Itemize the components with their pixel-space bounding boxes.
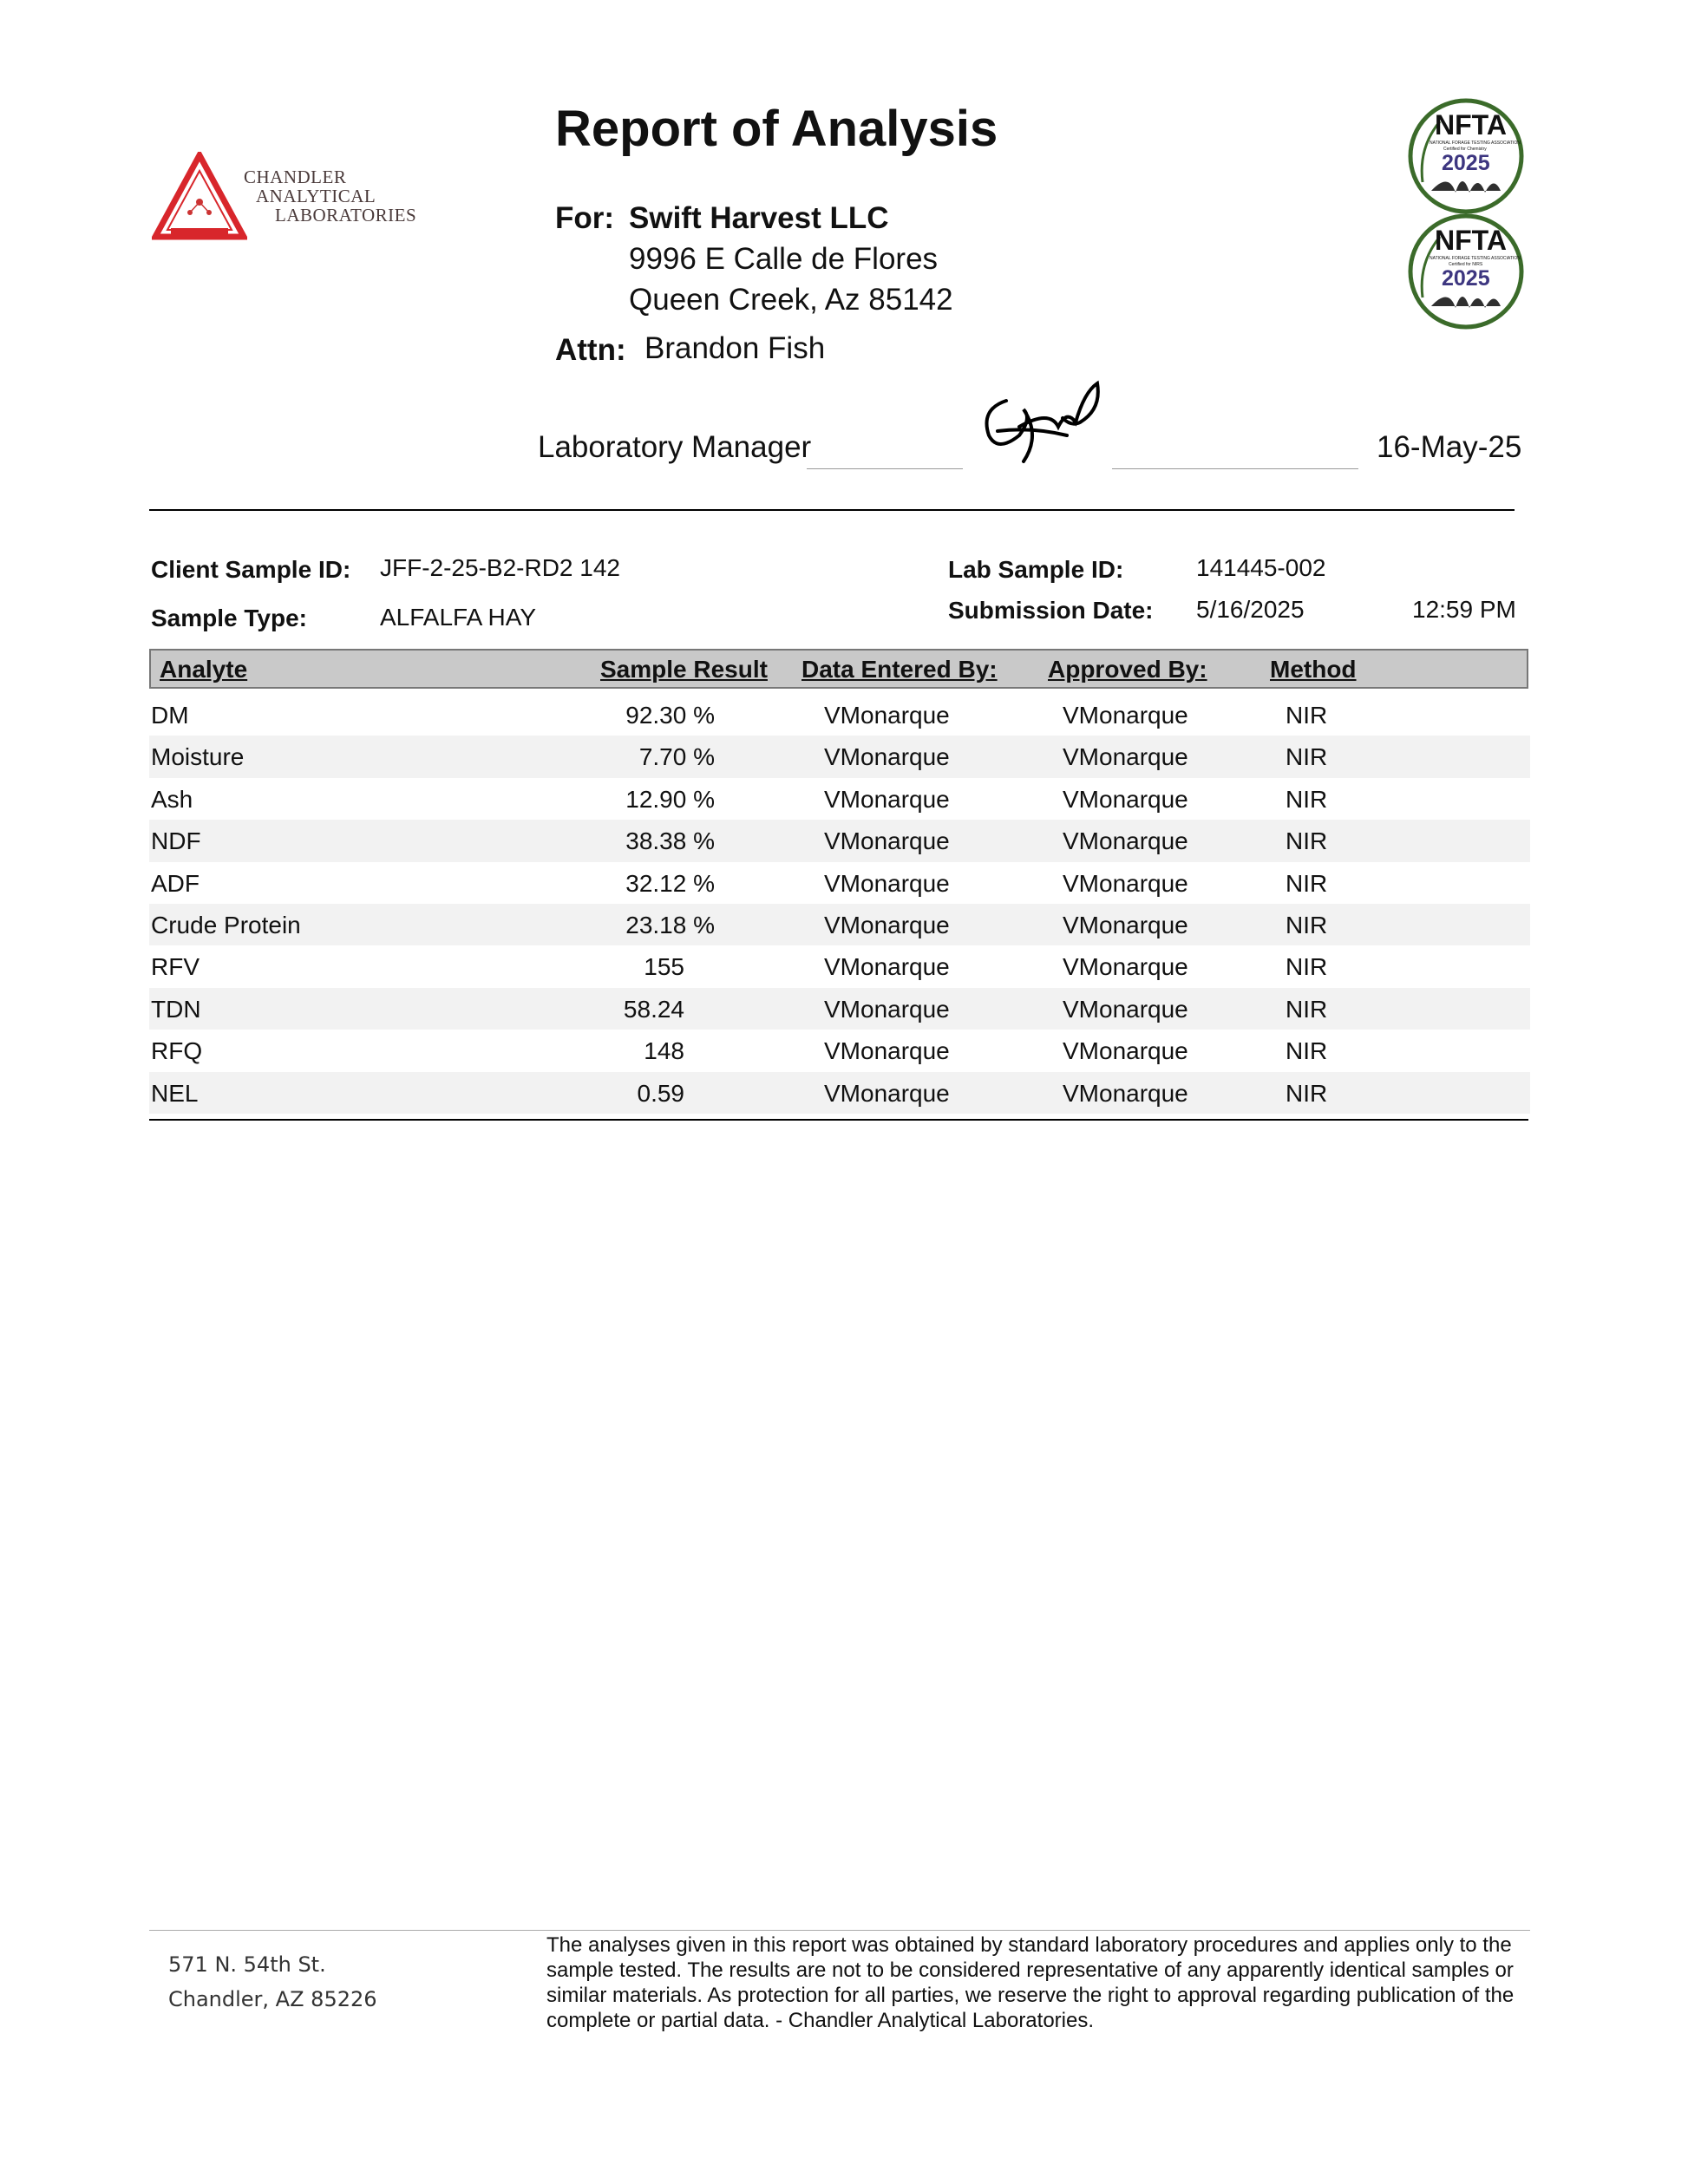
entered-by-cell: VMonarque — [824, 1079, 950, 1107]
footer-address-line2: Chandler, AZ 85226 — [168, 1987, 377, 2011]
submission-date: 5/16/2025 — [1196, 596, 1305, 623]
entered-by-cell: VMonarque — [824, 785, 950, 813]
entered-by-cell: VMonarque — [824, 702, 950, 729]
table-row — [149, 1072, 1530, 1114]
sample-type-label: Sample Type: — [151, 605, 307, 631]
approved-by-cell: VMonarque — [1063, 911, 1188, 938]
method-cell: NIR — [1286, 827, 1328, 855]
result-cell: 38.38 % — [625, 827, 715, 855]
analyte-cell: DM — [151, 702, 189, 729]
analyte-cell: TDN — [151, 995, 201, 1023]
submission-time: 12:59 PM — [1412, 596, 1516, 623]
method-cell: NIR — [1286, 702, 1328, 729]
attn-label: Attn: — [555, 333, 626, 367]
lab-sample-id: 141445-002 — [1196, 554, 1326, 581]
table-row — [149, 945, 1530, 987]
report-date: 16-May-25 — [1377, 430, 1522, 464]
approved-by-cell: VMonarque — [1063, 869, 1188, 897]
approved-by-cell: VMonarque — [1063, 702, 1188, 729]
approved-by-cell: VMonarque — [1063, 743, 1188, 771]
signature-line-right — [1112, 468, 1358, 469]
result-cell: 12.90 % — [625, 785, 715, 813]
analyte-cell: ADF — [151, 869, 200, 897]
approved-by-cell: VMonarque — [1063, 1079, 1188, 1107]
entered-by-cell: VMonarque — [824, 869, 950, 897]
col-analyte: Analyte — [160, 656, 248, 683]
table-row — [149, 1030, 1530, 1071]
footer-disclaimer: The analyses given in this report was obtained by standard laboratory procedures and applies only to the sample tested. The results are not to be considered representative of any apparently identical samples or similar materials. As protection for all parties, we reserve the right to approval regarding publication of the complete or partial data. - Chandler Analytical Laboratories. — [546, 1933, 1515, 2032]
table-row — [149, 862, 1530, 904]
analyte-cell: Ash — [151, 785, 193, 813]
results-table-body — [149, 694, 1530, 1114]
analyte-cell: RFQ — [151, 1037, 203, 1065]
analyte-cell: Moisture — [151, 743, 245, 771]
approved-by-cell: VMonarque — [1063, 1037, 1188, 1065]
sample-type: ALFALFA HAY — [380, 604, 537, 631]
attn-name: Brandon Fish — [644, 331, 826, 365]
header-divider — [149, 509, 1515, 511]
analyte-cell: Crude Protein — [151, 911, 301, 938]
nfta-badge-chemistry: NFTA NATIONAL FORAGE TESTING ASSOCIATION Certified for Chemistry 2025 — [1405, 95, 1527, 217]
entered-by-cell: VMonarque — [824, 827, 950, 855]
method-cell: NIR — [1286, 911, 1328, 938]
col-sample-result: Sample Result — [600, 656, 768, 683]
col-method: Method — [1270, 656, 1357, 683]
approved-by-cell: VMonarque — [1063, 995, 1188, 1023]
table-row — [149, 904, 1530, 945]
col-data-entered-by: Data Entered By: — [801, 656, 998, 683]
results-table-header — [149, 649, 1528, 689]
logo-triangle-icon — [152, 152, 247, 247]
table-row — [149, 820, 1530, 861]
result-cell: 32.12 % — [625, 869, 715, 897]
client-address-line2: Queen Creek, Az 85142 — [629, 283, 953, 317]
method-cell: NIR — [1286, 953, 1328, 981]
method-cell: NIR — [1286, 1079, 1328, 1107]
logo-wordmark: CHANDLER ANALYTICAL LABORATORIES — [244, 167, 417, 226]
table-row — [149, 988, 1530, 1030]
footer-address-line1: 571 N. 54th St. — [168, 1952, 326, 1977]
page-title: Report of Analysis — [555, 101, 998, 157]
table-row — [149, 778, 1530, 820]
analyte-cell: RFV — [151, 953, 200, 981]
footer-divider — [149, 1930, 1530, 1931]
result-cell: 155 — [644, 953, 684, 981]
method-cell: NIR — [1286, 995, 1328, 1023]
result-cell: 0.59 — [637, 1079, 684, 1107]
for-label: For: — [555, 201, 615, 235]
client-address-line1: 9996 E Calle de Flores — [629, 242, 939, 276]
result-cell: 7.70 % — [638, 743, 715, 771]
table-row — [149, 694, 1530, 736]
entered-by-cell: VMonarque — [824, 911, 950, 938]
table-bottom-rule — [149, 1119, 1528, 1121]
method-cell: NIR — [1286, 743, 1328, 771]
approved-by-cell: VMonarque — [1063, 953, 1188, 981]
result-cell: 148 — [644, 1037, 684, 1065]
col-approved-by: Approved By: — [1048, 656, 1207, 683]
method-cell: NIR — [1286, 1037, 1328, 1065]
client-name: Swift Harvest LLC — [629, 201, 889, 235]
method-cell: NIR — [1286, 869, 1328, 897]
table-row — [149, 736, 1530, 777]
approved-by-cell: VMonarque — [1063, 785, 1188, 813]
manager-label: Laboratory Manager — [538, 430, 812, 464]
analyte-cell: NDF — [151, 827, 201, 855]
entered-by-cell: VMonarque — [824, 953, 950, 981]
result-cell: 23.18 % — [625, 911, 715, 938]
client-sample-id-label: Client Sample ID: — [151, 556, 351, 583]
lab-logo — [152, 152, 429, 247]
nfta-badge-nirs: NFTA NATIONAL FORAGE TESTING ASSOCIATION Certified for NIRS 2025 — [1405, 211, 1527, 332]
result-cell: 58.24 — [623, 995, 684, 1023]
lab-sample-id-label: Lab Sample ID: — [948, 556, 1124, 583]
result-cell: 92.30 % — [625, 702, 715, 729]
entered-by-cell: VMonarque — [824, 743, 950, 771]
approved-by-cell: VMonarque — [1063, 827, 1188, 855]
entered-by-cell: VMonarque — [824, 995, 950, 1023]
analyte-cell: NEL — [151, 1079, 199, 1107]
signature-image — [972, 375, 1110, 470]
entered-by-cell: VMonarque — [824, 1037, 950, 1065]
client-sample-id: JFF-2-25-B2-RD2 142 — [380, 554, 620, 581]
signature-line-left — [807, 468, 963, 469]
method-cell: NIR — [1286, 785, 1328, 813]
submission-date-label: Submission Date: — [948, 597, 1154, 624]
